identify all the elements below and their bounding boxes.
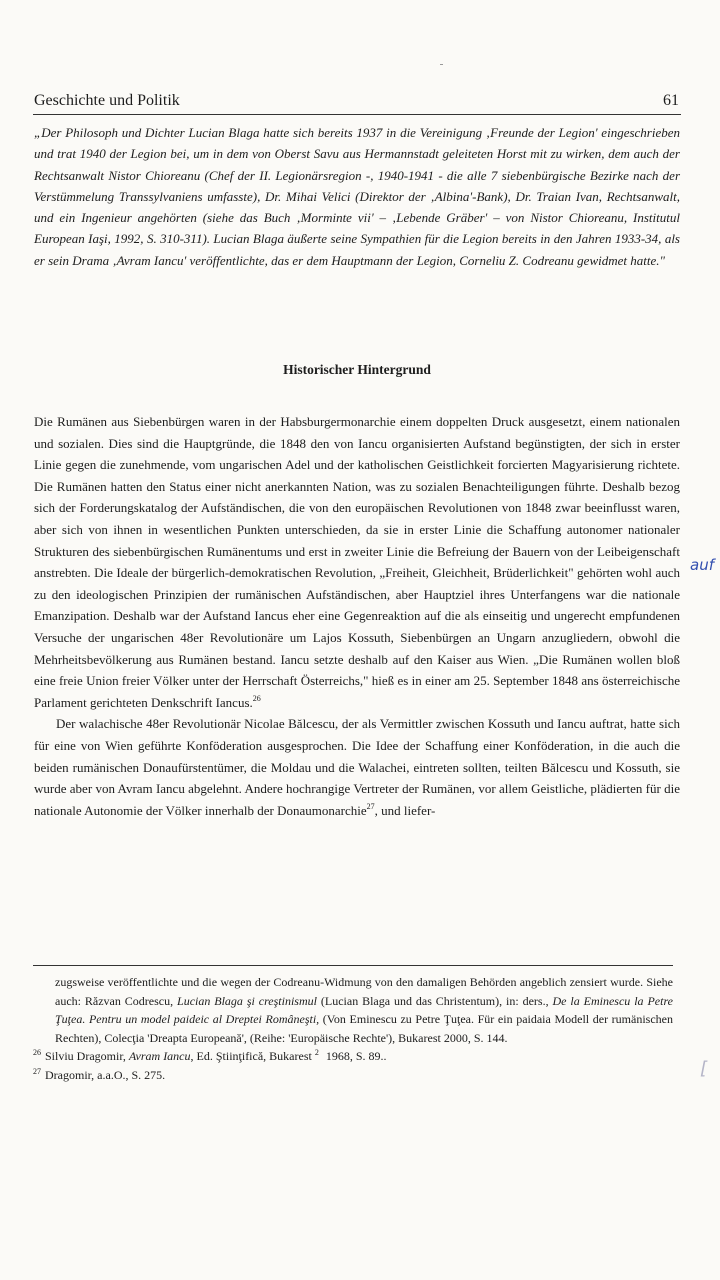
page <box>33 0 681 1280</box>
footnote-26-text-a: Silviu Dragomir, <box>45 1049 129 1064</box>
footnote-26-edition: 2 <box>314 1048 319 1058</box>
footnote-cont-text-b: (Lucian Blaga und das Christentum), in: ders., <box>316 993 553 1008</box>
paragraph-2-tail: , und liefer- <box>374 802 436 818</box>
footnote-26-number: 26 <box>33 1048 41 1058</box>
footnote-ref-26: 26 <box>252 693 261 703</box>
block-quote <box>34 122 680 271</box>
footnotes <box>33 973 673 1085</box>
footnote-continuation <box>33 973 673 1047</box>
paragraph-1 <box>34 411 680 713</box>
paragraph-1-text: Die Rumänen aus Siebenbürgen waren in der Habsburgermonarchie einem doppelten Druck ausgesetzt, einem nationalen und sozialen. Dies sind die Hauptgründe, die 1848 den von Iancu organisierten Aufstand begünstigten, der sich in erster Linie gegen die zunehmende, vom ungarischen Adel und der katholischen Geistlichkeit forcierten Magyarisierung richtete. Die Rumänen hatten den Status einer nicht anerkannten Nation, was zu sozialen Benachteiligungen führte. Deshalb bezog sich der Forderungskatalog der Aufständischen, die von den europäischen Revolutionen von 1848 zwar beeinflusst waren, aber sich von ihnen in wesentlichen Punkten unterschieden, da sie in erster Linie die Schaffung autonomer nationaler Strukturen des siebenbürgischen Rumänentums und erst in zweiter Linie die Befreiung der Bauern von der Leibeigenschaft anstrebten. Die Ideale der bürgerlich-demokratischen Revolution, „Freiheit, Gleichheit, Brüderlichkeit" gehörten wohl auch zu den ideologischen Prinzipien der rumänischen Aufständischen, aber Hauptziel ihres Unterfangens war die nationale Emanzipation. Deshalb war der Aufstand Iancus eher eine Gegenreaktion auf die als einseitig und ungerecht empfundenen Versuche der ungarischen 48er Revolutionäre um Lajos Kossuth, Siebenbürgen an Ungarn anzugliedern, obwohl die Mehrheitsbevölkerung aus Rumänen bestand. Iancu setzte deshalb auf den Kaiser aus Wien. „Die Rumänen wollen bloß eine freie Union freier Völker unter der Herrschaft Österreichs," hieß es in einer am 25. September 1848 ans österreichische Parlament gerichteten Denkschrift Iancus. <box>34 414 680 710</box>
footnote-27-number: 27 <box>33 1066 41 1076</box>
handwritten-margin-note: auf <box>690 556 714 574</box>
footnote-26 <box>33 1047 673 1066</box>
footnote-cont-title-1: Lucian Blaga şi creştinismul <box>177 993 317 1008</box>
footnote-27-text: Dragomir, a.a.O., S. 275. <box>45 1067 166 1082</box>
footnote-26-title: Avram Iancu <box>128 1049 191 1064</box>
paragraph-2-text: Der walachische 48er Revolutionär Nicolae Bălcescu, der als Vermittler zwischen Kossuth und Iancu auftrat, hatte sich für eine von Wien geführte Konföderation ausgesprochen. Die Idee der Schaffung einer Konföderation, in die auch die beiden rumänischen Donaufürstentümer, die Moldau und die Walachei, eintreten sollten, teilten Bălcescu und Kossuth, sie wurde aber von Avram Iancu abgelehnt. Andere hochrangige Vertreter der Rumänen, vor allem Geistliche, plädierten für die nationale Autonomie der Völker innerhalb der Donaumonarchie <box>34 716 680 818</box>
section-heading: Historischer Hintergrund <box>283 362 431 377</box>
footnote-27 <box>33 1066 673 1085</box>
paragraph-2 <box>34 713 680 821</box>
footnote-26-text-c: 1968, S. 89.. <box>322 1049 387 1064</box>
footnote-cont-text-a: zugsweise veröffentlichte und die wegen der Codreanu-Widmung von den damaligen Behörden angeblich zensiert wurde. Siehe auch: Răzvan Codrescu, <box>55 975 673 1008</box>
footnote-rule <box>33 965 673 966</box>
footnote-26-text-b: , Ed. Ştiinţifică, Bukarest <box>190 1049 315 1064</box>
footnote-cont-title-2: De la Eminescu la Petre Ţuţea. Pentru un model paideic al Dreptei Româneşti, <box>55 993 673 1027</box>
margin-bracket-mark: [ <box>700 1058 708 1079</box>
footnote-cont-text-c: (Von Eminescu zu Petre Ţuţea. Für ein paidaia Modell der rumänischen Rechten), Colecţia 'Dreapta Europeană', (Reihe: 'Europäische Rechte'), Bukarest 2000, S. 144. <box>55 1012 673 1045</box>
header-title: Geschichte und Politik <box>34 92 180 109</box>
running-header <box>33 92 681 115</box>
footnote-ref-27: 27 <box>366 801 375 811</box>
page-number: 61 <box>663 92 679 109</box>
quote-text: „Der Philosoph und Dichter Lucian Blaga hatte sich bereits 1937 in die Vereinigung ‚Freunde der Legion' eingeschrieben und trat 1940 der Legion bei, um in dem von Oberst Savu aus Hermannstadt geleiteten Horst mit zu wirken, dem auch der Rechtsanwalt Nistor Chioreanu (Chef der II. Legionärsregion -, 1940-1941 - die alle 7 siebenbürgische Bezirke nach der Verstümmelung Transsylvaniens umfasste), Dr. Mihai Velici (Direktor der ‚Albina'-Bank), Dr. Traian Ivan, Rechtsanwalt, und ein Ingenieur angehörten (siehe das Buch ‚Morminte vii' – ‚Lebende Gräber' – von Nistor Chioreanu, Institutul European Iaşi, 1992, S. 310-311). Lucian Blaga äußerte seine Sympathien für die Legion bereits in den Jahren 1933-34, als er sein Drama ‚Avram Iancu' veröffentlichte, das er dem Hauptmann der Legion, Corneliu Z. Codreanu gewidmet hatte." <box>34 125 680 268</box>
body-text <box>34 411 680 821</box>
